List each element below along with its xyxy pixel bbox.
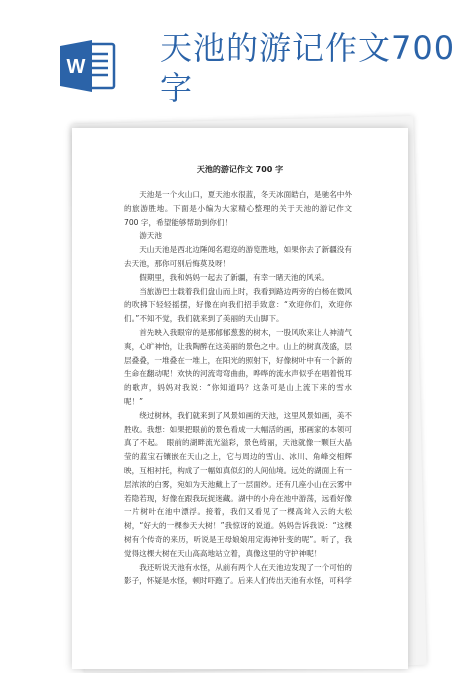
paragraph: 游天池 xyxy=(139,231,162,241)
paragraph: 当旅游巴士载着我们盘山而上时，我看到路边两旁的白杨在微风的吹拂下轻轻摇摆，好像在向我们招手致意：“欢迎你们，欢迎你们。”不知不觉，我们就来到了美丽的天山脚下。 xyxy=(124,286,352,324)
document-page xyxy=(72,128,408,669)
paragraph: 天池是一个火山口，夏天池水很蓝，冬天冰面皓白，是驰名中外的旅游胜地。下面是小编为大家精心整理的关于天池的游记作文 700 字，希望能够帮助到你们！ xyxy=(124,190,352,227)
document-title: 天池的游记作文 700 字 xyxy=(196,165,284,174)
header-banner xyxy=(0,0,474,118)
word-document-icon xyxy=(58,38,116,94)
paragraph: 天山天池是西北边陲闻名遐迩的游览胜地，如果你去了新疆没有去天池，那你可别后悔莫及呀！ xyxy=(124,245,352,268)
paragraph: 我还听说天池有水怪，从前有两个人在天池边发现了一个可怕的影子，怀疑是水怪，顿时吓跑了。后来人们传出天池有水怪，可科学 xyxy=(124,562,352,586)
paragraph: 首先映入我眼帘的是那郁郁葱葱的树木，一股风吹来让人神清气爽，心旷神怡，让我陶醉在这美丽的景色之中。山上的树真茂盛，层层叠叠，一堆叠在一堆上，在阳光的照射下，好像树叶中有一个新的生命在翻动呢！欢快的河流弯弯曲曲，哗哗的流水声似乎在唱着悦耳的歌声，妈妈对我说：“你知道吗？这条可是山上流下来的雪水呢！” xyxy=(124,327,352,406)
paragraph: 绕过树林，我们就来到了风景如画的天池，这里风景如画，美不胜收。我想：如果把眼前的景色看成一大幅活的画，那画家的本领可真了不起。 眼前的湖畔流光溢彩，景色绮丽，天池就像一颗巨大晶莹的蓝宝石镶嵌在天山之上，它与周边的雪山、冰川、角峰交相辉映，互相衬托，构成了一幅如真似幻的人间仙境。远处的湖面上有一层浓浓的白雾，宛如为天池戴上了一层面纱。还有几座小山在云雾中若隐若现，好像在跟我玩捉迷藏。湖中的小舟在池中游荡，远看好像一片树叶在池中漂浮。接着，我们又看见了一棵高耸入云的大松树，“好大的一棵参天大树！”我惊讶的说道。妈妈告诉我说：“这棵树有个传奇的来历，听说是王母娘娘用定海神针变的呢”。听了，我觉得这棵大树在天山高高地站立着，真像这里的守护神呢！ xyxy=(124,410,352,558)
document-body xyxy=(124,188,352,588)
page-title: 天池的游记作文700字 xyxy=(160,29,456,107)
word-icon-letter: W xyxy=(66,56,86,78)
paragraph: 假期里，我和妈妈一起去了新疆，有幸一睹天池的风采。 xyxy=(139,272,330,282)
